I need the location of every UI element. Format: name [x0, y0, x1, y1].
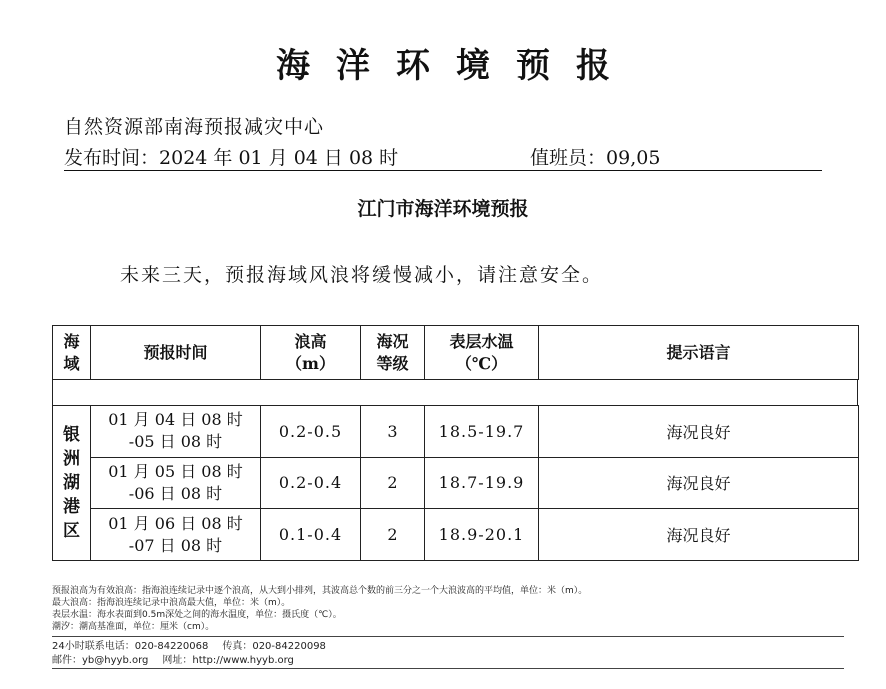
header-sea-state: 海况 等级	[361, 326, 425, 380]
duty-label: 值班员：	[530, 147, 607, 169]
forecast-time-cell: 01 月 06 日 08 时 -07 日 08 时	[91, 509, 261, 561]
sea-state-cell: 3	[361, 406, 425, 458]
table-row	[53, 509, 859, 561]
contact-email[interactable]: 邮件：yb@hyyb.org	[52, 655, 149, 666]
publish-datetime: 2024 年 01 月 04 日 08 时	[159, 147, 399, 169]
contact-website[interactable]: 网址：http://www.hyyb.org	[162, 655, 294, 666]
tip-cell: 海况良好	[539, 406, 859, 458]
tip-cell: 海况良好	[539, 457, 859, 509]
duty-value: 09,05	[606, 147, 661, 169]
forecast-subtitle: 江门市海洋环境预报	[357, 198, 529, 220]
water-temp-cell: 18.9-20.1	[425, 509, 539, 561]
footer-divider	[52, 636, 844, 637]
header-divider	[64, 170, 822, 171]
document-title: 海洋环境预报	[276, 46, 636, 86]
footnote: 预报浪高为有效浪高：指海浪连续记录中逐个浪高，从大到小排列，其波高总个数的前三分之一个大浪波高的平均值，单位：米（m）。	[52, 586, 588, 596]
table-row	[53, 406, 859, 458]
contact-fax: 传真：020-84220098	[222, 641, 326, 652]
forecast-summary: 未来三天，预报海域风浪将缓慢减小，请注意安全。	[120, 264, 604, 286]
publish-info	[64, 143, 824, 170]
forecast-table-body	[52, 405, 859, 561]
header-time: 预报时间	[91, 326, 261, 380]
sea-state-cell: 2	[361, 509, 425, 561]
water-temp-cell: 18.5-19.7	[425, 406, 539, 458]
forecast-table-header	[52, 325, 859, 380]
footnotes	[52, 585, 852, 633]
wave-height-cell: 0.2-0.5	[261, 406, 361, 458]
table-gap	[52, 380, 858, 405]
duty-officer	[530, 143, 660, 170]
issuer-name: 自然资源部南海预报减灾中心	[64, 116, 325, 138]
footnote: 最大浪高：指海浪连续记录中浪高最大值，单位：米（m）。	[52, 598, 291, 608]
sea-state-cell: 2	[361, 457, 425, 509]
region-cell: 银洲湖港区	[53, 406, 91, 561]
footnote: 潮汐：潮高基准面，单位：厘米（cm）。	[52, 622, 215, 632]
publish-label: 发布时间：	[64, 147, 160, 169]
forecast-time-cell: 01 月 05 日 08 时 -06 日 08 时	[91, 457, 261, 509]
tip-cell: 海况良好	[539, 509, 859, 561]
table-row	[53, 457, 859, 509]
table-header-row	[53, 326, 859, 380]
footnote: 表层水温：海水表面到0.5m深处之间的海水温度，单位：摄氏度（℃）。	[52, 610, 342, 620]
header-tip: 提示语言	[539, 326, 859, 380]
footer-bottom-rule	[52, 668, 844, 669]
header-region: 海域	[53, 326, 91, 380]
header-water-temp: 表层水温 （℃）	[425, 326, 539, 380]
wave-height-cell: 0.2-0.4	[261, 457, 361, 509]
contact-info	[52, 640, 326, 668]
contact-phone: 24小时联系电话：020-84220068	[52, 641, 209, 652]
forecast-time-cell: 01 月 04 日 08 时 -05 日 08 时	[91, 406, 261, 458]
wave-height-cell: 0.1-0.4	[261, 509, 361, 561]
water-temp-cell: 18.7-19.9	[425, 457, 539, 509]
header-wave: 浪高 （m）	[261, 326, 361, 380]
